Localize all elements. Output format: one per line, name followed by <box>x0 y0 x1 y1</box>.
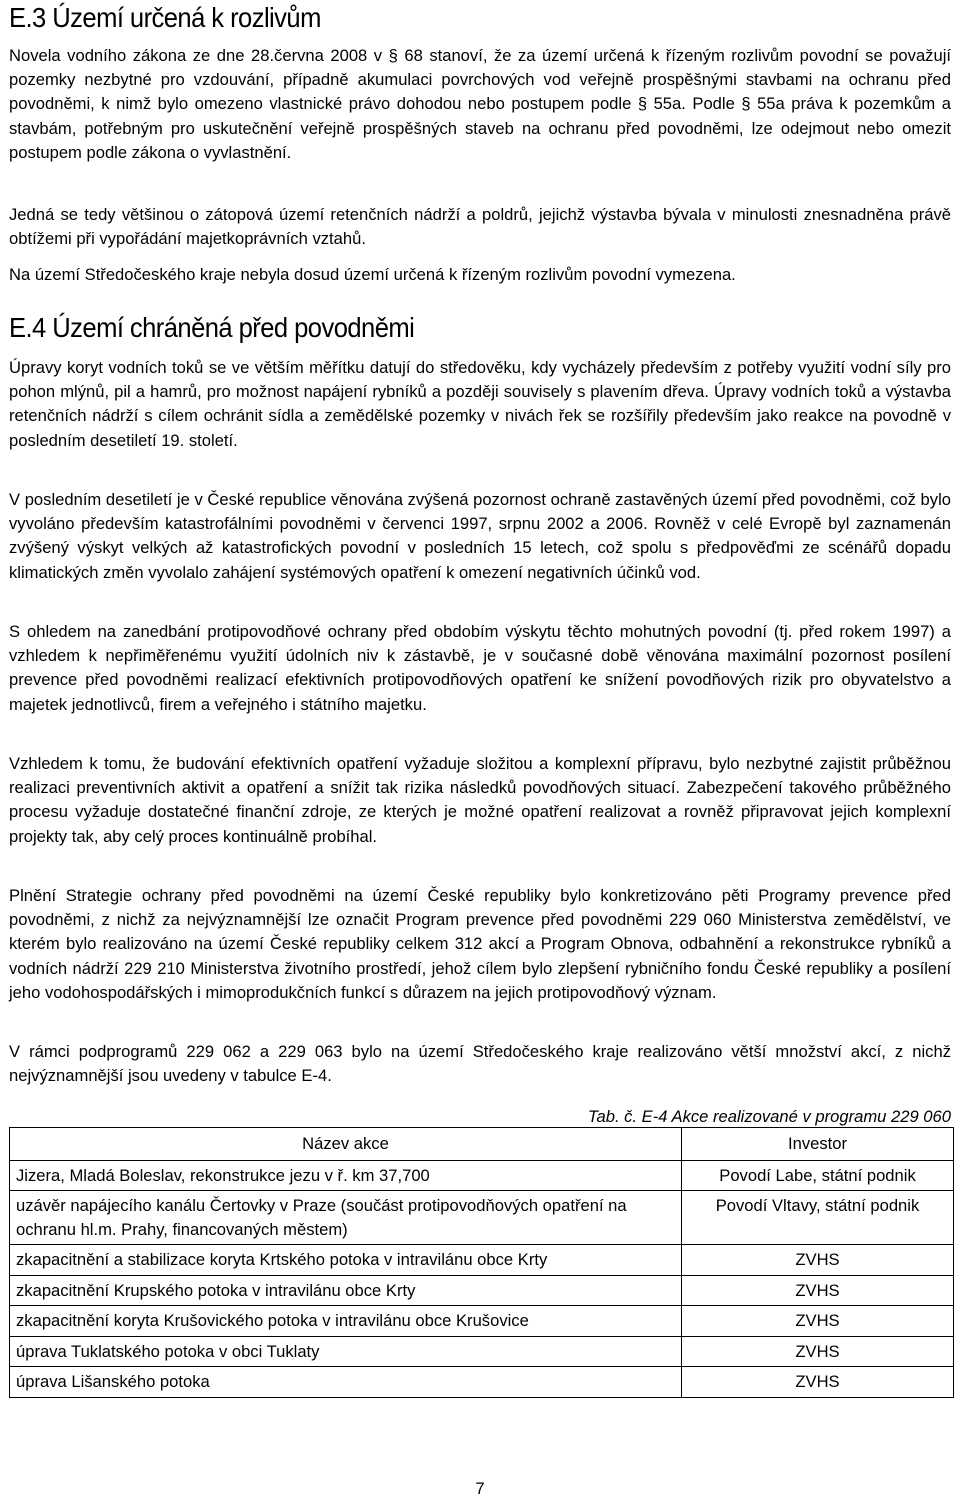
table-cell-investor: Povodí Vltavy, státní podnik <box>682 1191 954 1245</box>
table-row <box>10 1191 954 1245</box>
table-cell-investor: ZVHS <box>682 1306 954 1337</box>
table-cell-investor: ZVHS <box>682 1275 954 1306</box>
column-header-investor: Investor <box>682 1128 954 1161</box>
paragraph-region-status: Na území Středočeského kraje nebyla dosud území určená k řízeným rozlivům povodní vymezena. <box>9 265 736 284</box>
table-cell-action: zkapacitnění koryta Krušovického potoka v intravilánu obce Krušovice <box>10 1306 682 1337</box>
table-header-row <box>10 1128 954 1161</box>
page-number: 7 <box>475 1479 485 1498</box>
paragraph-strategy: Plnění Strategie ochrany před povodněmi na území České republiky bylo konkretizováno pěti Programy prevence před povodněmi, z nichž za nejvýznamnější lze označit Program prevence před povodněmi 229 060 Ministerstva zemědělství, ve kterém bylo realizováno na území České republiky celkem 312 akcí a Program Obnova, odbahnění a rekonstrukce rybníků a vodních nádrží 229 210 Ministerstva životního prostředí, jehož cílem bylo zlepšení rybničního fondu České republiky a posílení jeho vodohospodářských i mimoprodukčních funkcí s důrazem na jejich protipovodňový význam. <box>9 886 951 1002</box>
table-cell-investor: Povodí Labe, státní podnik <box>682 1160 954 1191</box>
column-header-action: Název akce <box>10 1128 682 1161</box>
table-caption: Tab. č. E-4 Akce realizované v programu 229 060 <box>587 1107 951 1126</box>
table-cell-action: uzávěr napájecího kanálu Čertovky v Praze (součást protipovodňových opatření na ochranu hl.m. Prahy, financovaných městem) <box>10 1191 682 1245</box>
section-heading-e4: E.4 Území chráněná před povodněmi <box>9 312 415 343</box>
table-cell-action: Jizera, Mladá Boleslav, rekonstrukce jezu v ř. km 37,700 <box>10 1160 682 1191</box>
section-heading-e3: E.3 Území určená k rozlivům <box>9 2 321 33</box>
table-cell-action: úprava Tuklatského potoka v obci Tuklaty <box>10 1336 682 1367</box>
paragraph-history: Úpravy koryt vodních toků se ve větším měřítku datují do středověku, kdy vycházely především z potřeby využití vodní síly pro pohon mlýnů, pil a hamrů, pro možnost napájení rybníků a později souvisely s plavením dřeva. Úpravy vodních toků a výstavba retenčních nádrží s cílem ochránit sídla a zemědělské pozemky v nivách řek se rozšířily především jako reakce na povodně v posledním desetiletí 19. století. <box>9 358 951 450</box>
table-row <box>10 1160 954 1191</box>
table-row <box>10 1245 954 1276</box>
paragraph-law-amendment: Novela vodního zákona ze dne 28.června 2008 v § 68 stanoví, že za území určená k řízeným rozlivům povodní se považují pozemky nezbytné pro vzdouvání, případně akumulaci povrchových vod veřejně prospěšnými stavbami na ochranu před povodněmi, k nimž bylo omezeno vlastnické právo dohodou nebo postupem podle § 55a. Podle § 55a práva k pozemkům a stavbám, potřebným pro uskutečnění veřejně prospěšných staveb na ochranu před povodněmi, lze odejmout nebo omezit postupem podle zákona o vyvlastnění. <box>9 46 951 162</box>
table-row <box>10 1275 954 1306</box>
table-cell-investor: ZVHS <box>682 1367 954 1398</box>
table-row <box>10 1336 954 1367</box>
paragraph-retention-areas: Jedná se tedy většinou o zátopová území retenčních nádrží a poldrů, jejichž výstavba bývala v minulosti znesnadněna právě obtížemi při vypořádání majetkoprávních vztahů. <box>9 205 951 249</box>
table-cell-investor: ZVHS <box>682 1245 954 1276</box>
table-cell-action: úprava Lišanského potoka <box>10 1367 682 1398</box>
paragraph-last-decade: V posledním desetiletí je v České republice věnována zvýšená pozornost ochraně zastavěných území před povodněmi, což bylo vyvoláno především katastrofálními povodněmi v červenci 1997, srpnu 2002 a 2006. Rovněž v celé Evropě byl zaznamenán zvýšený výskyt velkých až katastrofických povodní v posledních 15 letech, což spolu s předpověďmi ze scénářů dopadu klimatických změn vyvolalo zahájení systémových opatření k omezení negativních účinků vod. <box>9 490 951 582</box>
paragraph-subprograms: V rámci podprogramů 229 062 a 229 063 bylo na území Středočeského kraje realizováno větší množství akcí, z nichž nejvýznamnější jsou uvedeny v tabulce E-4. <box>9 1042 951 1086</box>
actions-table <box>9 1127 954 1398</box>
paragraph-funding: Vzhledem k tomu, že budování efektivních opatření vyžaduje složitou a komplexní přípravu, bylo nezbytné zajistit průběžnou realizaci preventivních aktivit a opatření a snížit tak rizika následků povodňových situací. Zabezpečení takového průběžného procesu vyžaduje dostatečné finanční zdroje, ze kterých je možné opatření realizovat a rovněž připravovat jejich komplexní projekty tak, aby celý proces kontinuálně probíhal. <box>9 754 951 846</box>
table-row <box>10 1306 954 1337</box>
table-row <box>10 1367 954 1398</box>
table-cell-action: zkapacitnění Krupského potoka v intravilánu obce Krty <box>10 1275 682 1306</box>
paragraph-prevention: S ohledem na zanedbání protipovodňové ochrany před obdobím výskytu těchto mohutných povodní (tj. před rokem 1997) a vzhledem k nepřiměřenému využití údolních niv k zástavbě, je v současné době věnována maximální pozornost posílení prevence před povodněmi realizací efektivních protipovodňových opatření ke snížení povodňových rizik pro obyvatelstvo a majetek jednotlivců, firem a veřejného i státního majetku. <box>9 622 951 714</box>
table-cell-investor: ZVHS <box>682 1336 954 1367</box>
table-cell-action: zkapacitnění a stabilizace koryta Krtského potoka v intravilánu obce Krty <box>10 1245 682 1276</box>
